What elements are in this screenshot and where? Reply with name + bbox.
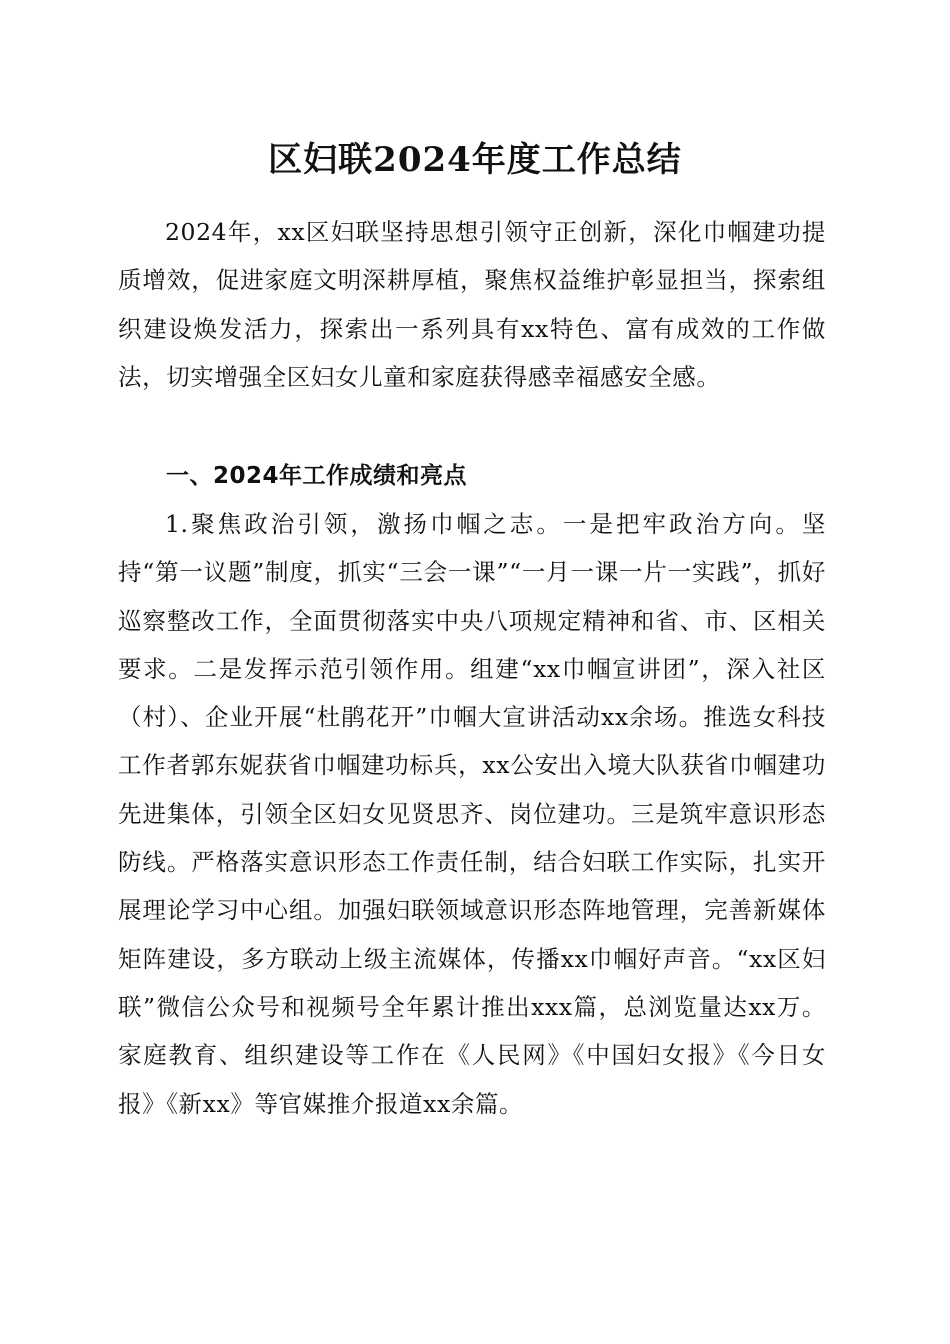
body-paragraph: 1.聚焦政治引领，激扬巾帼之志。一是把牢政治方向。坚持“第一议题”制度，抓实“三会一课”“一月一课一片一实践”，抓好巡察整改工作，全面贯彻落实中央八项规定精神和省、市、区相关要求。二是发挥示范引领作用。组建“xx巾帼宣讲团”，深入社区（村）、企业开展“杜鹃花开”巾帼大宣讲活动xx余场。推选女科技工作者郭东妮获省巾帼建功标兵，xx公安出入境大队获省巾帼建功先进集体，引领全区妇女见贤思齐、岗位建功。三是筑牢意识形态防线。严格落实意识形态工作责任制，结合妇联工作实际，扎实开展理论学习中心组。加强妇联领域意识形态阵地管理，完善新媒体矩阵建设，多方联动上级主流媒体，传播xx巾帼好声音。“xx区妇联”微信公众号和视频号全年累计推出xxx篇，总浏览量达xx万。家庭教育、组织建设等工作在《人民网》《中国妇女报》《今日女报》《新xx》等官媒推介报道xx余篇。	[118, 510, 826, 1118]
intro-paragraph: 2024年，xx区妇联坚持思想引领守正创新，深化巾帼建功提质增效，促进家庭文明深耕厚植，聚焦权益维护彰显担当，探索组织建设焕发活力，探索出一系列具有xx特色、富有成效的工作做法，切实增强全区妇女儿童和家庭获得感幸福感安全感。	[118, 218, 826, 391]
section-heading: 一、2024年工作成绩和亮点	[166, 463, 468, 489]
document-title: 区妇联2024年度工作总结	[268, 140, 682, 180]
